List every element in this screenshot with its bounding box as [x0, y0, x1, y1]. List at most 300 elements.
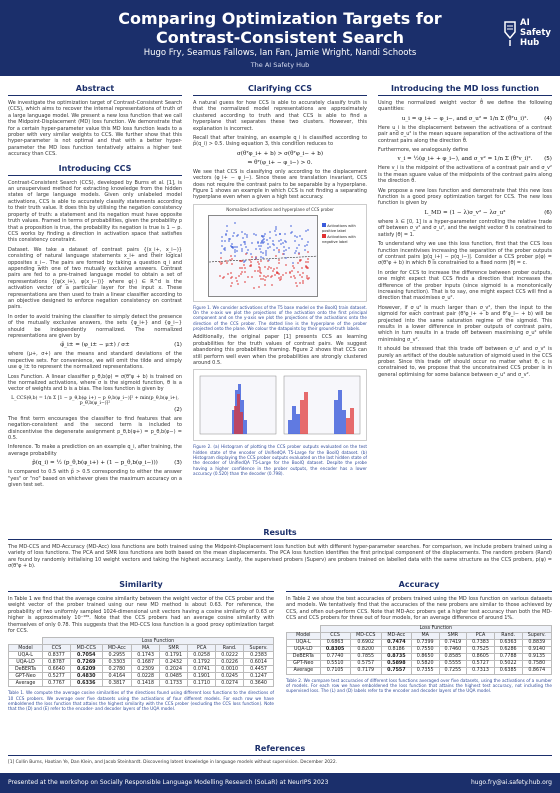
table-1-cell: 0.3817 [102, 680, 132, 687]
scatter-point-negative [247, 276, 249, 278]
table-1 [8, 637, 274, 687]
table-2-cell: 0.6863 [320, 639, 350, 646]
table-1-cell: 0.6336 [70, 680, 102, 687]
table-2-cell: 0.7399 [411, 639, 439, 646]
table-1-cell: 0.1791 [160, 652, 188, 659]
table-2-cell: 0.5820 [411, 660, 439, 667]
scatter-point-negative [230, 255, 232, 257]
legend-label-positive: Activations with positive label [322, 223, 356, 233]
scatter-point-negative [251, 276, 253, 278]
table-1-header-cell: SMR [160, 645, 188, 652]
table-1-cell: 0.8377 [42, 652, 70, 659]
column-middle [193, 84, 367, 479]
scatter-point-positive [240, 244, 242, 246]
table-2-header-cell: MA [411, 632, 439, 639]
equation-5-body: v_i = ½(φ_i+ + φ_i−), and σ_v² = 1/n Σ (θ̂ᵀv_i)². [397, 156, 533, 163]
table-1-row-label: UQA-L [9, 652, 43, 659]
table-2-cell: 0.7557 [381, 667, 411, 674]
logo-text-line-1: AI [520, 18, 530, 28]
legend-label-negative: Activations with negative label [322, 234, 356, 244]
table-2-header-cell: SMR [439, 632, 467, 639]
table-1-cell: 0.4457 [244, 666, 274, 673]
figure-1 [193, 204, 367, 302]
scatter-point-positive [307, 229, 309, 231]
table-2-cell: 0.5727 [467, 660, 495, 667]
scatter-point-positive [266, 239, 268, 241]
scatter-point-positive [275, 228, 277, 230]
scatter-point-positive [285, 249, 287, 251]
scatter-point-positive [237, 234, 239, 236]
scatter-point-negative [221, 262, 223, 264]
table-1-corner [9, 638, 43, 645]
results-text: The MD-CCS and MD-Accuracy (MD-Acc) loss functions are both trained using the Midpoint-Displacement loss function but with different hyper-parameter searches. For comparison, we include probers trained using a variety of loss functions. The PCA and SMR loss functions are both based on the mean displacements. The PCA loss function identifies the first principal component of the displacements. The random probers (Rand) are found by randomly initialising 10 weight vectors and taking the highest accuracy. Lastly, the supervised probers (Superv) are probers trained on labelled data with the same structure as the CCS probers, p(φ) = σ(θᵀφ + b). [8, 544, 552, 570]
md-paragraph-7: To understand why we use this loss function, first that the CCS loss function incentivises increasing the separation of the prober outputs of contrast pairs |p(q_i+) − p(q_i−)|. Consider a CCS prober p(φ) = σ(θᵀφ + b) in which θ is constrained to a fixed norm |θ| = c. [378, 241, 552, 267]
scatter-point-positive [299, 235, 301, 237]
scatter-point-positive [236, 246, 238, 248]
scatter-point-negative [291, 270, 293, 272]
table-1-row [9, 652, 274, 659]
table-1-body [9, 652, 274, 687]
scatter-point-negative [258, 286, 260, 288]
table-1-header-cell: PCA [188, 645, 216, 652]
table-2-cell: 0.7179 [350, 667, 381, 674]
scatter-point-negative [259, 275, 261, 277]
table-2-row-label: GPT-Neo [287, 660, 321, 667]
table-2-cell: 0.9140 [522, 646, 552, 653]
references-title: References [8, 744, 552, 756]
abstract-title: Abstract [8, 84, 182, 96]
scatter-point-positive [269, 246, 271, 248]
figure-2 [193, 369, 367, 441]
table-2-cell: 0.7460 [439, 646, 467, 653]
table-2-group-header-row [287, 625, 552, 632]
scatter-point-positive [244, 241, 246, 243]
scatter-point-negative [280, 278, 282, 280]
accuracy-section [286, 580, 552, 697]
equation-2 [8, 396, 182, 406]
table-2-cell: 0.8735 [381, 653, 411, 660]
intro-title: Introducing CCS [8, 164, 182, 176]
scatter-point-positive [260, 245, 262, 247]
scatter-point-negative [230, 272, 232, 274]
table-1-row-label: DeBERTa [9, 666, 43, 673]
scatter-point-positive [241, 248, 243, 250]
scatter-point-negative [290, 276, 292, 278]
table-2-cell: 0.9135 [522, 653, 552, 660]
ai-safety-hub-logo [503, 12, 555, 56]
scatter-point-negative [307, 251, 309, 253]
table-2-cell: 0.7313 [467, 667, 495, 674]
scatter-point-negative [244, 271, 246, 273]
poster-footer [0, 773, 560, 793]
scatter-point-positive [292, 262, 294, 264]
table-1-header-cell: MD-CCS [70, 645, 102, 652]
equation-4-body: u_i = φ_i+ − φ_i−, and σ_u² = 1/n Σ (θ̂ᵀu_i)². [401, 115, 529, 122]
scatter-point-positive [295, 250, 297, 252]
table-2-header-row [287, 632, 552, 639]
clarifying-paragraph-4: Additionally, the original paper [1] presents CCS as learning probabilities for the truth values of contrast pairs. We suggest abandoning this probabilities framing. Figure 2 shows that CCS can still perform well even when the probabilities are strongly clustered around 0.5. [193, 334, 367, 366]
equation-5-number: (5) [544, 156, 552, 163]
legend-item-negative [322, 234, 366, 245]
table-2-header-cell: Superv. [522, 632, 552, 639]
table-1-cell: 0.0258 [188, 652, 216, 659]
scatter-point-positive [264, 233, 266, 235]
table-1-caption: Table 1. We compute the average cosine similarities of the directions found using different loss functions to the directions of 10 CCS probers. We average over five datasets using the activations of four different models. For each row we have emboldened the loss function that attains the highest similarity with the CCS prober (excluding the CCS loss function). Note that the (D) and (E) refer to the encoder- and decoder layers of the UQA model. [8, 690, 274, 712]
table-1-row [9, 666, 274, 673]
scatter-point-negative [267, 268, 269, 270]
equation-6-number: (6) [544, 209, 552, 216]
table-2-header-cell: MD-Acc [381, 632, 411, 639]
clarifying-title: Clarifying CCS [193, 84, 367, 96]
poster-header [0, 0, 560, 76]
similarity-section [8, 580, 274, 715]
table-1-row [9, 673, 274, 680]
table-1-row-label: UQA-LD [9, 659, 43, 666]
table-1-cell: 0.5277 [42, 673, 70, 680]
column-left [8, 84, 182, 492]
table-2-row-label: UQA-L [287, 639, 321, 646]
table-2-cell: 0.7580 [522, 660, 552, 667]
table-1-cell: 0.1418 [132, 680, 160, 687]
scatter-point-positive [259, 248, 261, 250]
table-1-cell: 0.1792 [188, 659, 216, 666]
intro-paragraph-7: Inference. To make a prediction on an example q_i, after training, the average probability [8, 444, 182, 457]
reference-1: [1] Collin Burns, Haotian Ye, Dan Klein, and Jacob Steinhardt. Discovering latent knowledge in language models without supervision. December 2022. [8, 760, 338, 765]
table-2-row-label: DeBERTa [287, 653, 321, 660]
table-1-cell: 0.1733 [160, 680, 188, 687]
table-1-cell: 0.8787 [42, 659, 70, 666]
scatter-point-positive [232, 247, 234, 249]
clarifying-paragraph-3: We see that CCS is classifying only according to the displacement vectors (φ_i+ − φ_i−). Since these are translation invariant, CCS does not require the contrast pairs to be separable by a hyperplane. Figure 1 shows an example in which CCS is not finding a separating hyperplane even when a given a high test accuracy. [193, 168, 367, 201]
table-1-cell: 0.0222 [216, 652, 244, 659]
table-1-cell: 0.4164 [102, 673, 132, 680]
equation-5 [378, 156, 552, 162]
scatter-point-negative [282, 274, 284, 276]
scatter-point-positive [221, 236, 223, 238]
scatter-point-positive [276, 247, 278, 249]
results-title: Results [8, 528, 552, 540]
table-1-cell: 0.0741 [188, 666, 216, 673]
scatter-point-positive [228, 238, 230, 240]
md-paragraph-2: Here u_i is the displacement between the activations of a contrast pair and σ_u² is the mean square separation of the activations of the contrast pairs along the direction θ̂. [378, 124, 552, 144]
scatter-point-negative [244, 281, 246, 283]
scatter-point-positive [258, 245, 260, 247]
table-2-header-cell: Model [287, 632, 321, 639]
scatter-point-positive [220, 252, 222, 254]
scatter-point-negative [237, 283, 239, 285]
table-1-cell: 0.4830 [70, 673, 102, 680]
similarity-title: Similarity [8, 580, 274, 592]
table-2-cell: 0.7105 [320, 667, 350, 674]
logo-text-line-3: Hub [520, 38, 540, 48]
scatter-point-negative [305, 265, 307, 267]
scatter-point-positive [290, 225, 292, 227]
scatter-point-positive [288, 247, 290, 249]
scatter-point-positive [224, 249, 226, 251]
scatter-point-negative [289, 271, 291, 273]
scatter-point-positive [262, 252, 264, 254]
scatter-point-positive [272, 240, 274, 242]
md-paragraph-4: Here v_i is the midpoint of the activations of a contrast pair and σ_v² is the mean square value of the midpoints of the contrast pairs along the direction θ̂. [378, 165, 552, 185]
table-2-body [287, 639, 552, 674]
table-1-cell: 0.0245 [216, 673, 244, 680]
table-1-cell: 0.1247 [244, 673, 274, 680]
table-1-header-cell: MA [132, 645, 160, 652]
table-1-cell: 0.6209 [70, 666, 102, 673]
author-list: Hugo Fry, Seamus Fallows, Ian Fan, Jamie Wright, Nandi Schoots [143, 48, 417, 58]
table-1-cell: 0.7767 [42, 680, 70, 687]
table-2-row [287, 646, 552, 653]
table-2-cell: 0.8650 [411, 653, 439, 660]
scatter-point-negative [272, 270, 274, 272]
logo-text-line-2: Safety [520, 28, 551, 38]
table-2-header-cell: CCS [320, 632, 350, 639]
table-1-header-cell: Superv. [244, 645, 274, 652]
scatter-point-negative [297, 262, 299, 264]
table-2-group-header: Loss Function [320, 625, 551, 632]
figure-2-histograms [194, 370, 366, 442]
figure-1-legend [322, 223, 366, 245]
scatter-point-negative [301, 276, 303, 278]
references-section [8, 744, 552, 769]
similarity-text: In Table 1 we find that the average cosine similarity between the weight vector of the CCS prober and the weight vector of the prober trained using our new MD method is about 0.63. For reference, the probability of two uniformly sampled 1024-dimensional unit vectors having a cosine similarity of 0.63 or higher is approximately 10⁻¹⁸⁹. Note that the CCS probers had an average cosine similarity with themselves of only 0.78. This suggests that the MD-CCS loss function is a good proxy optimization target for CCS. [8, 596, 274, 635]
table-1-cell: 0.2024 [160, 666, 188, 673]
accuracy-title: Accuracy [286, 580, 552, 592]
intro-paragraph-4: where (μ+, σ+) are the means and standard deviations of the respective sets. For convenience, we will omit the tilde and simply use φ_i± to represent the normalized representations. [8, 351, 182, 371]
scatter-point-negative [244, 267, 246, 269]
md-title: Introducing the MD loss function [378, 84, 552, 96]
table-2-row [287, 667, 552, 674]
intro-paragraph-2: Dataset. We take a dataset of contrast pairs {(x_i+, x_i−)} consisting of natural language statements x_i+ and their logical opposites x_i−. The pairs are formed by taking a question q_i and appending with one of two mutually exclusive answers. Contrast pairs are fed to a pre-trained language model to obtain a set of representations {(φ(x_i+), φ(x_i−))} where φ(·) ∈ R^d is the activation vector of a particular layer for the input x. These representations are then used to train a linear classifier according to an objective designed to enforce negation consistency on contrast pairs. [8, 246, 182, 311]
table-2-header-cell: MD-CCS [350, 632, 381, 639]
scatter-point-negative [243, 264, 245, 266]
equation-1 [8, 342, 182, 348]
table-2-cell: 0.7740 [320, 653, 350, 660]
affiliation: The AI Safety Hub [250, 61, 310, 69]
md-paragraph-3: Furthermore, we analogously define [378, 147, 469, 154]
intro-paragraph-5: Loss Function. A linear classifier p_θ,b(φ) = σ(θᵀφ + b) is trained on the normalized activations, where σ is the sigmoid function, θ is a vector of weights and b is a bias. The loss function is given by [8, 373, 182, 393]
table-2-row [287, 639, 552, 646]
table-2-row-label: UQA-LD [287, 646, 321, 653]
md-paragraph-6: where λ ∈ [0, 1] is a hyper-parameter controlling the relative trade off between σ_v² and σ_u², and the weight vector θ is constrained to satisfy |θ| = 1. [378, 218, 552, 238]
table-1-cell: 0.2780 [102, 666, 132, 673]
table-1-cell: 0.1901 [188, 673, 216, 680]
table-2-row-label: Average [287, 667, 321, 674]
intro-paragraph-8: is compared to 0.5 with p̃ > 0.5 corresponding to either the answer "yes" or "no" based on whichever gives the maximum accuracy on a given test set. [8, 469, 182, 489]
table-1-group-header-row [9, 638, 274, 645]
figure-2-caption: Figure 2. (a) Histogram of plotting the CCS prober outputs evaluated on the test hidden state of the encoder of UnifiedQA T5-Large for the BoolQ dataset. (b) Histogram displaying the CCS prober outputs evaluated on the last hidden state of the decoder of UnifiedQA T5-Large for the BoolQ dataset. Despite the probe having a higher confidence in the prober outputs, the encoder has a lower accuracy (0.520) than the decoder (0.798). [193, 444, 367, 476]
scatter-point-positive [283, 253, 285, 255]
equation-2-body: L_CCS(θ,b) = 1/n Σ [1 − p_θ,b(φ_i+) − p_θ,b(φ_i−)]² + min(p_θ,b(φ_i+), p_θ,b(φ_i−))² [11, 395, 179, 406]
md-paragraph-9: However, if σ_u² is much larger than σ_v², then the input to the sigmoid for each contrast pair (θᵀφ_i+ + b and θᵀφ_i− + b) will be projected into the same saturation regime of the sigmoid. This results in a lower difference in prober outputs of contrast pairs, which in turn results in a trade off between maximising σ_u² while minimising σ_v². [378, 304, 552, 343]
table-1-cell: 0.6640 [42, 666, 70, 673]
md-paragraph-1: Using the normalized weight vector θ̂ we define the following quantities: [378, 100, 552, 113]
footer-email: hugo.fry@ai.safety.hub.org [471, 779, 552, 786]
figure-1-caption: Figure 1. We consider activations of the T5 base model on the BoolQ train dataset. On the x-axis we plot the projections of the activation onto the first principal component and on the y-axis we plot the projections of the activations onto the direction of the CCS prober. The dotted line is the hyperplane of the prober projected onto the plane. We colour the datapoints by their ground-truth labels. [193, 304, 367, 332]
table-2-cell: 0.8605 [467, 653, 495, 660]
scatter-point-negative [270, 267, 272, 269]
accuracy-text: In Table 2 we show the test accuracies of probers trained using the MD loss function on various datasets and models. We tentatively find that the accuracies of the new probers are similar to those achieved by CCS, and often out-perform CCS. Note that MD-Acc probers get a higher test accuracy than both the MD-CCS and CCS probers for three out of four models, for an average difference of around 1%. [286, 596, 552, 622]
table-1-cell: 0.0010 [216, 666, 244, 673]
table-1-cell: 0.0485 [160, 673, 188, 680]
equation-3-number: (3) [174, 460, 182, 467]
equation-6 [378, 210, 552, 216]
clarifying-paragraph-1: A natural guess for how CCS is able to accurately classify truth is that the normalized model representations are approximately clustered according to truth and that CCS is able to find a hyperplane that separates these two clusters. However, this explanation is incorrect. [193, 100, 367, 132]
equation-6-body: L_MD = (1 − λ)σ_v² − λσ_u² [424, 209, 506, 216]
table-2 [286, 625, 552, 675]
scatter-point-positive [283, 246, 285, 248]
table-1-cell: 0.2955 [102, 652, 132, 659]
table-1-cell: 0.1743 [132, 652, 160, 659]
scatter-point-negative [273, 268, 275, 270]
table-1-group-header: Loss Function [42, 638, 273, 645]
equation-3 [8, 460, 182, 466]
table-1-cell: 0.2383 [244, 652, 274, 659]
md-paragraph-5: We propose a new loss function and demonstrate that this new loss function is a good proxy optimization target for CCS. The new loss function is given by [378, 187, 552, 207]
table-2-cell: 0.8674 [522, 667, 552, 674]
equation-2-number: (2) [174, 406, 182, 413]
poster-title [0, 9, 560, 47]
scatter-point-positive [247, 249, 249, 251]
scatter-point-negative [241, 267, 243, 269]
scatter-point-positive [280, 243, 282, 245]
table-1-cell: 0.3640 [244, 680, 274, 687]
scatter-point-positive [307, 241, 309, 243]
table-2-cell: 0.7788 [494, 653, 522, 660]
intro-paragraph-1: Contrast-Consistent Search (CCS), developed by Burns et al. [1], is an unsupervised method for extracting knowledge from the hidden states of large language models. Given only unlabeled model activations, CCS is able to accurately classify statements according to their truth value. It does this by utilising the negation consistency property of truth: a statement and its negation must have opposite truth values. Framed in terms of probabilities, given the probability p that a proposition is true, the probability its negation is true is 1 − p. CCS works by finding a direction in activation space that satisfies this consistency constraint. [8, 179, 182, 244]
table-1-cell: 0.0226 [216, 659, 244, 666]
table-2-cell: 0.5510 [320, 660, 350, 667]
abstract-text: We investigate the optimization target of Contrast-Consistent Search (CCS), which aims to recover the internal representations of truth of a large language model. We present a new loss function that we call the Midpoint-Displacement (MD) loss function. We demonstrate that for a certain hyper-parameter value this MD loss function leads to a prober with very similar weights to CCS. We further show that this hyper-parameter is not optimal and that with a better hyper-parameter the MD loss function tentatively attains a higher test accuracy than CCS. [8, 100, 182, 158]
clarifying-paragraph-2: Recall that after training, an example q_i is classified according to p̃(q_i) > 0.5. Using equation 3, this condition reduces to [193, 135, 367, 148]
scatter-point-positive [274, 230, 276, 232]
table-1-header-cell: MD-Acc [102, 645, 132, 652]
md-paragraph-10: It should be stressed that this trade off between σ_u² and σ_v² is purely an artifact of the double saturation of sigmoid used in the CCS prober. Since this trade off should occur no matter what θ, c is constrained to, we propose that the unconstrained CCS prober is in general optimising for some balance between σ_u² and σ_v². [378, 346, 553, 378]
scatter-point-positive [242, 237, 244, 239]
scatter-point-negative [296, 285, 298, 287]
table-2-cell: 0.6286 [494, 646, 522, 653]
figure-1-title: Normalized activations and hyperplane of CCS prober [226, 206, 334, 212]
scatter-point-positive [224, 247, 226, 249]
scatter-point-positive [251, 242, 253, 244]
scatter-point-negative [285, 264, 287, 266]
table-1-cell: 0.7269 [70, 659, 102, 666]
table-2-cell: 0.6385 [494, 667, 522, 674]
table-2-cell: 0.8305 [320, 646, 350, 653]
equation-1-body: φ̃_i± = (φ_i± − μ±) / σ± [60, 342, 130, 349]
table-1-cell: 0.1687 [132, 659, 160, 666]
scatter-point-negative [271, 284, 273, 286]
table-2-cell: 0.6902 [350, 639, 381, 646]
scatter-point-positive [255, 234, 257, 236]
table-2-header-cell: Rand. [494, 632, 522, 639]
equation-4 [378, 116, 552, 122]
table-1-cell: 0.7054 [70, 652, 102, 659]
logo-mark-icon [503, 18, 517, 48]
scatter-point-negative [265, 276, 267, 278]
results-section [8, 528, 552, 573]
scatter-point-negative [307, 258, 309, 260]
scatter-point-positive [255, 257, 257, 259]
scatter-point-positive [278, 240, 280, 242]
table-1-cell: 0.2432 [160, 659, 188, 666]
scatter-point-positive [275, 226, 277, 228]
scatter-point-negative [236, 280, 238, 282]
table-1-cell: 0.3303 [102, 659, 132, 666]
table-2-cell: 0.7474 [381, 639, 411, 646]
scatter-point-negative [264, 279, 266, 281]
table-1-cell: 0.0274 [216, 680, 244, 687]
table-2-cell: 0.6363 [494, 639, 522, 646]
table-1-cell: 0.1710 [188, 680, 216, 687]
equation-4a: σ(θᵀφ_i+ + b) > σ(θᵀφ_i− + b) [236, 150, 324, 157]
column-right [378, 84, 552, 381]
table-1-header-cell: CCS [42, 645, 70, 652]
scatter-point-positive [265, 254, 267, 256]
table-2-cell: 0.5898 [381, 660, 411, 667]
table-1-row [9, 680, 274, 687]
table-2-cell: 0.5757 [350, 660, 381, 667]
table-1-header-cell: Rand. [216, 645, 244, 652]
table-2-cell: 0.8200 [350, 646, 381, 653]
table-1-cell: 0.6014 [244, 659, 274, 666]
footer-venue: Presented at the workshop on Socially Responsible Language Modelling Research (SoLaR) at NeurIPS 2023 [8, 779, 329, 786]
table-1-cell: 0.0228 [132, 673, 160, 680]
scatter-point-negative [302, 280, 304, 282]
equation-1-number: (1) [174, 342, 182, 349]
scatter-point-negative [230, 285, 232, 287]
scatter-point-positive [296, 236, 298, 238]
scatter-point-negative [294, 277, 296, 279]
table-1-row-label: Average [9, 680, 43, 687]
title-line-2: Contrast-Consistent Search [156, 28, 404, 47]
scatter-point-positive [244, 243, 246, 245]
table-2-cell: 0.7255 [439, 667, 467, 674]
intro-paragraph-6: The first term encourages the classifier to find features that are negation-consistent and the second term is included to disincentivise the degenerate assignment p_θ,b(φ+) = p_θ,b(φ−) = 0.5. [8, 415, 182, 442]
scatter-point-negative [278, 273, 280, 275]
scatter-point-negative [254, 270, 256, 272]
table-1-row [9, 659, 274, 666]
table-2-row [287, 653, 552, 660]
legend-item-positive [322, 223, 366, 234]
table-2-cell: 0.5022 [494, 660, 522, 667]
title-line-1: Comparing Optimization Targets for [118, 9, 442, 28]
table-2-header-cell: PCA [467, 632, 495, 639]
intro-paragraph-3: In order to avoid training the classifier to simply detect the presence of the mutually exclusive answers, the sets {φ_i+} and {φ_i−} should be independently normalized. The normalized representations are given by [8, 313, 182, 339]
legend-swatch-negative [322, 234, 326, 238]
md-paragraph-8: In order for CCS to increase the difference between prober outputs, one might expect that CCS finds a direction that increases the difference of the prober inputs (since sigmoid is a monotonically increasing function). That is to say, one might expect CCS will find a direction that maximises σ_u². [378, 269, 552, 302]
table-1-header-row [9, 645, 274, 652]
table-2-cell: 0.8585 [439, 653, 467, 660]
table-2-cell: 0.5555 [439, 660, 467, 667]
table-2-cell: 0.7855 [350, 653, 381, 660]
legend-swatch-positive [322, 223, 326, 227]
equation-2-number-row [8, 407, 182, 413]
table-2-cell: 0.7383 [467, 639, 495, 646]
table-2-cell: 0.7525 [467, 646, 495, 653]
table-2-caption: Table 2. We compare test accuracies of different loss functions averaged over five datasets, using the activations of a number of models. For each row we have emboldened the loss function that attains the highest test accuracy, not including the supervised loss. The (L) and (D) labels refer to the encoder and decoder layers of the UQA model. [286, 677, 552, 694]
equation-4-number: (4) [544, 115, 552, 122]
scatter-point-positive [267, 243, 269, 245]
table-2-row [287, 660, 552, 667]
table-1-row-label: GPT-Neo [9, 673, 43, 680]
table-1-cell: 0.2309 [132, 666, 160, 673]
scatter-point-positive [294, 240, 296, 242]
table-2-corner [287, 625, 321, 632]
scatter-point-positive [246, 234, 248, 236]
equation-4b: ⇒ θᵀ(φ_i+ − φ_i−) > 0. [247, 159, 313, 166]
table-2-cell: 0.7419 [439, 639, 467, 646]
